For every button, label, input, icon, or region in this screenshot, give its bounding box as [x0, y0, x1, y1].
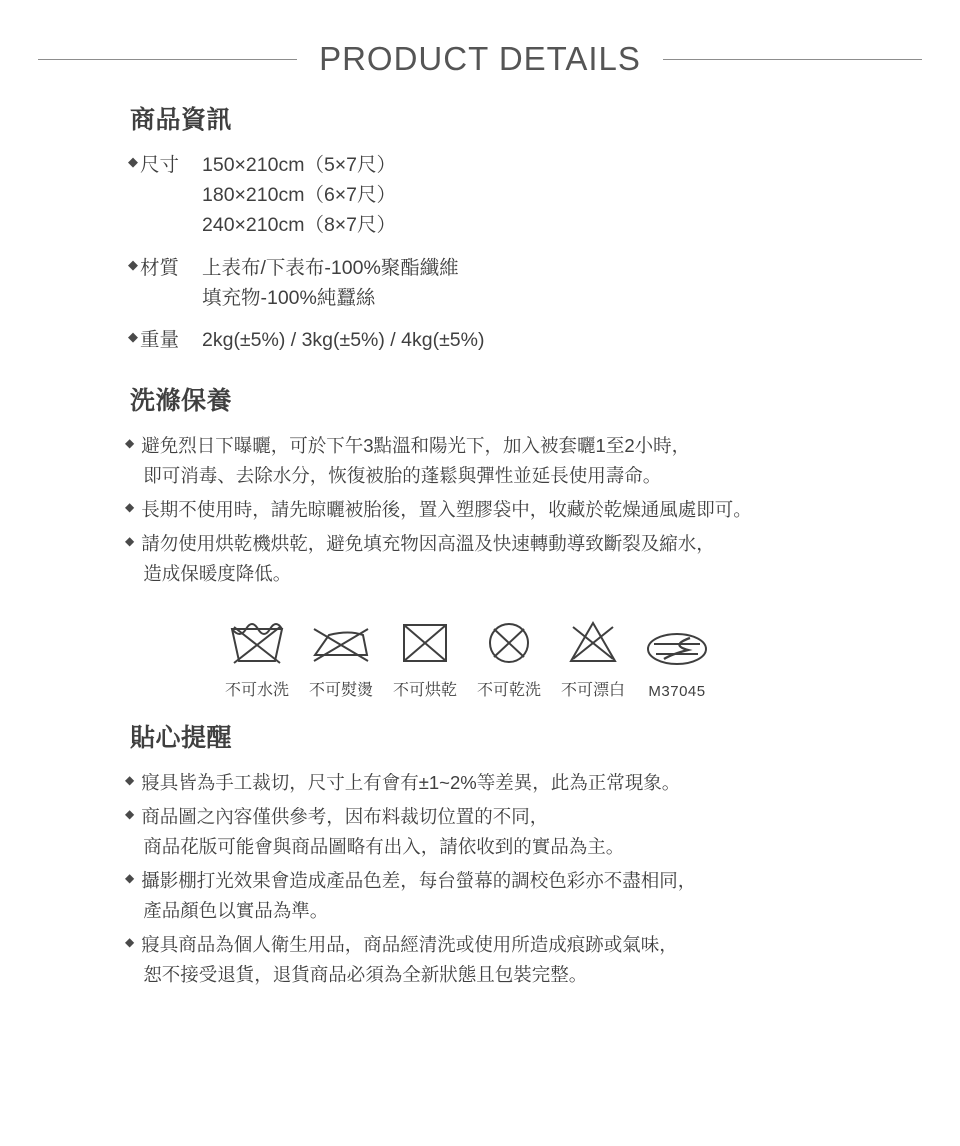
list-item-text — [141, 529, 715, 589]
line: 攝影棚打光效果會造成產品色差，每台螢幕的調校色彩亦不盡相同， — [141, 870, 697, 892]
care-symbol-caption: 不可水洗 — [224, 682, 289, 700]
no-dry-clean-icon — [467, 611, 551, 671]
product-info-section — [0, 100, 960, 355]
list-item — [125, 866, 960, 926]
diamond-bullet-icon: ◆ — [125, 871, 135, 886]
care-symbols — [215, 611, 960, 700]
line: 造成保暖度降低。 — [143, 563, 292, 585]
care-symbol-caption: 不可乾洗 — [476, 682, 541, 700]
care-symbol-no-iron — [299, 611, 383, 700]
list-item — [125, 431, 960, 491]
page-title: PRODUCT DETAILS — [319, 40, 641, 77]
line: 請勿使用烘乾機烘乾，避免填充物因高溫及快速轉動導致斷裂及縮水， — [141, 533, 715, 555]
no-tumble-dry-icon — [383, 611, 467, 671]
diamond-bullet-icon: ◆ — [125, 773, 135, 788]
care-symbol-no-bleach — [551, 611, 635, 700]
line: 商品花版可能會與商品圖略有出入，請依收到的實品為主。 — [143, 836, 625, 858]
spec-value: 240×210cm（8×7尺） — [202, 214, 397, 237]
spec-value: 150×210cm（5×7尺） — [202, 154, 397, 176]
list-item-text — [141, 431, 690, 491]
spec-value: 2kg(±5%) / 3kg(±5%) / 4kg(±5%) — [202, 329, 485, 352]
list-item — [125, 802, 960, 862]
list-item-text — [141, 768, 680, 798]
spec-label-weight: 重量 — [140, 329, 180, 352]
silk-mark-icon — [635, 617, 719, 677]
no-machine-wash-icon — [215, 611, 299, 671]
spec-row-size — [128, 150, 960, 241]
care-list — [125, 431, 960, 589]
spec-values-weight — [202, 325, 960, 355]
no-iron-icon — [299, 611, 383, 671]
list-item-text — [141, 802, 624, 862]
no-bleach-icon — [551, 611, 635, 671]
care-symbol-caption: 不可熨燙 — [308, 682, 373, 700]
list-item — [125, 768, 960, 798]
care-symbol-no-tumble-dry — [383, 611, 467, 700]
care-symbol-no-machine-wash — [215, 611, 299, 700]
care-symbol-caption: 不可烘乾 — [392, 682, 457, 700]
line: 寢具商品為個人衛生用品，商品經清洗或使用所造成痕跡或氣味， — [141, 934, 678, 955]
line: 避免烈日下曝曬，可於下午3點溫和陽光下，加入被套曬1至2小時， — [141, 435, 691, 457]
spec-label-size: 尺寸 — [140, 154, 180, 176]
header-rule-right — [663, 59, 922, 60]
line: 產品顏色以實品為準。 — [143, 900, 329, 922]
care-symbol-no-dry-clean — [467, 611, 551, 700]
header-rule-left — [38, 59, 297, 60]
list-item-text — [141, 495, 752, 525]
care-section — [0, 381, 960, 700]
reminder-list — [125, 768, 960, 990]
spec-value: 上表布/下表布-100%聚酯纖維 — [202, 256, 459, 279]
spec-values-material — [202, 253, 960, 313]
care-symbol-silk-mark — [635, 617, 719, 700]
line: 商品圖之內容僅供參考，因布料裁切位置的不同， — [141, 806, 549, 828]
line: 恕不接受退貨，退貨商品必須為全新狀態且包裝完整。 — [143, 963, 588, 985]
list-item-text — [141, 866, 696, 926]
diamond-bullet-icon: ◆ — [128, 329, 138, 345]
reminder-title: 貼心提醒 — [130, 724, 233, 753]
spec-label-material: 材質 — [140, 256, 180, 279]
spec-row-weight — [128, 325, 960, 355]
line: 長期不使用時，請先晾曬被胎後，置入塑膠袋中，收藏於乾燥通風處即可。 — [141, 499, 752, 521]
product-info-title: 商品資訊 — [130, 106, 233, 134]
diamond-bullet-icon: ◆ — [125, 807, 135, 822]
care-title: 洗滌保養 — [130, 387, 233, 416]
diamond-bullet-icon: ◆ — [128, 154, 138, 169]
spec-row-material — [128, 253, 960, 313]
spec-values-size — [202, 150, 960, 241]
care-symbol-caption: M37045 — [648, 683, 706, 701]
diamond-bullet-icon: ◆ — [125, 436, 135, 451]
care-symbol-caption: 不可漂白 — [560, 682, 625, 700]
diamond-bullet-icon: ◆ — [125, 534, 135, 549]
line: 即可消毒、去除水分，恢復被胎的蓬鬆與彈性並延長使用壽命。 — [143, 465, 662, 487]
line: 寢具皆為手工裁切，尺寸上有會有±1~2%等差異，此為正常現象。 — [141, 772, 681, 794]
diamond-bullet-icon: ◆ — [125, 500, 135, 515]
diamond-bullet-icon: ◆ — [125, 935, 135, 949]
diamond-bullet-icon: ◆ — [128, 256, 138, 272]
list-item — [125, 529, 960, 589]
list-item — [125, 930, 960, 990]
list-item-text — [141, 930, 678, 990]
spec-value: 180×210cm（6×7尺） — [202, 184, 397, 207]
spec-value: 填充物-100%純蠶絲 — [202, 286, 376, 309]
page-content — [0, 78, 960, 990]
reminder-section — [0, 718, 960, 990]
list-item — [125, 495, 960, 525]
page-header — [0, 0, 960, 78]
